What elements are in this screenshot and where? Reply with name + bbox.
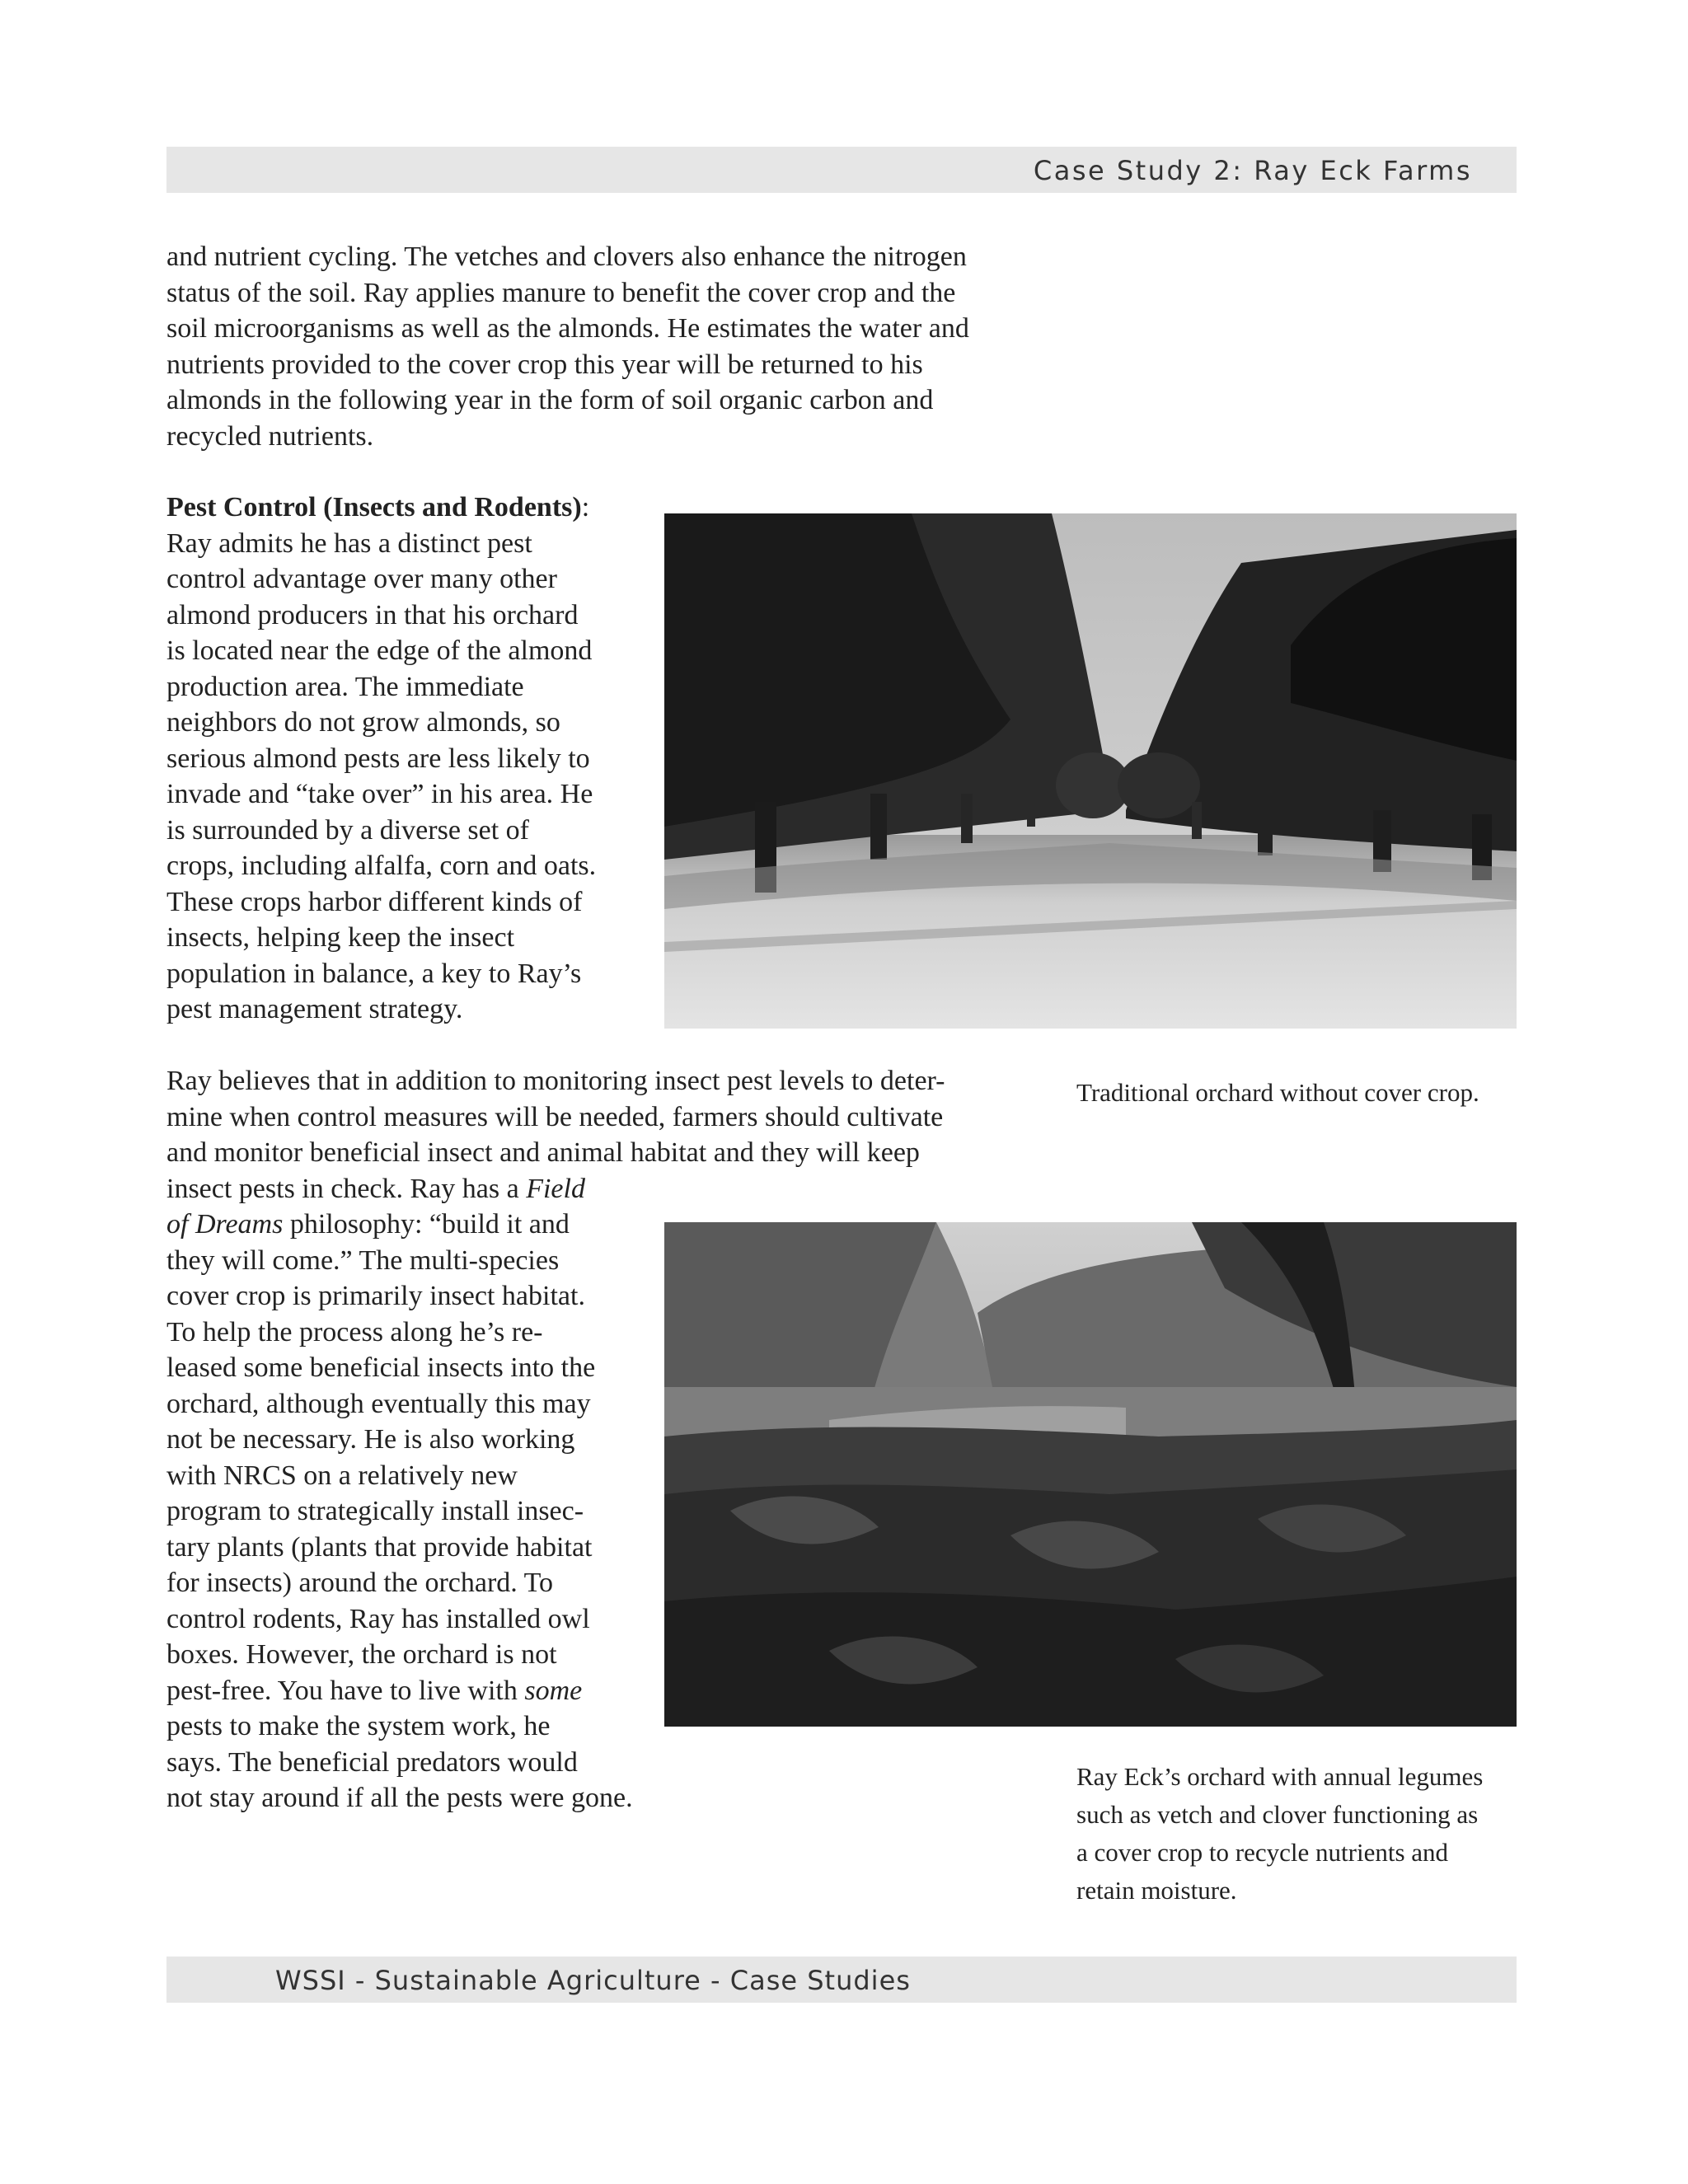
text-line: soil microorganisms as well as the almonds. He estimates the water and — [166, 313, 969, 344]
orchard-photo-graphic — [664, 513, 1517, 1029]
text-line: control rodents, Ray has installed owl — [166, 1603, 590, 1634]
text-line: mine when control measures will be needed, farmers should cultivate — [166, 1101, 944, 1132]
text-line: crops, including alfalfa, corn and oats. — [166, 851, 597, 881]
text-line: Ray believes that in addition to monitoring insect pest levels to deter- — [166, 1066, 945, 1096]
photo-traditional-orchard — [664, 513, 1517, 1029]
text-line: is located near the edge of the almond — [166, 635, 593, 666]
caption-line: Traditional orchard without cover crop. — [1076, 1078, 1479, 1107]
text-line: To help the process along he’s re- — [166, 1316, 543, 1347]
text-line: and nutrient cycling. The vetches and clovers also enhance the nitrogen — [166, 241, 967, 272]
photo-cover-crop-orchard — [664, 1222, 1517, 1727]
text-line: almond producers in that his orchard — [166, 599, 579, 630]
text-line: production area. The immediate — [166, 671, 524, 702]
text-line: tary plants (plants that provide habitat — [166, 1531, 593, 1563]
footer-text: WSSI - Sustainable Agriculture - Case Studies — [275, 1965, 911, 1996]
text-line: pests to make the system work, he — [166, 1711, 551, 1741]
text-line: for insects) around the orchard. To — [166, 1568, 554, 1598]
text-line: orchard, although eventually this may — [166, 1388, 591, 1419]
text-line: These crops harbor different kinds of — [166, 886, 583, 917]
text-run: insect pests in check. Ray has a — [166, 1173, 527, 1204]
text-line: neighbors do not grow almonds, so — [166, 707, 560, 738]
text-line: not stay around if all the pests were gone. — [166, 1783, 633, 1813]
text-line — [166, 1171, 945, 1207]
italic-text: some — [524, 1675, 583, 1706]
text-line: leased some beneficial insects into the — [166, 1352, 596, 1383]
text-line: says. The beneficial predators would — [166, 1746, 578, 1778]
text-line: and monitor beneficial insect and animal habitat and they will keep — [166, 1137, 920, 1168]
text-line: insects, helping keep the insect — [166, 922, 515, 953]
heading-colon: : — [581, 492, 590, 523]
text-line: with NRCS on a relatively new — [166, 1460, 518, 1491]
text-line: control advantage over many other — [166, 564, 557, 594]
text-run: pest-free. You have to live with — [166, 1675, 525, 1706]
text-line: boxes. However, the orchard is not — [166, 1639, 557, 1670]
text-line: is surrounded by a diverse set of — [166, 814, 530, 846]
caption-line: such as vetch and clover functioning as — [1076, 1800, 1479, 1829]
page-footer — [166, 1957, 1517, 2003]
italic-text: Field — [526, 1173, 585, 1204]
paragraph-nutrient-cycling — [166, 239, 969, 454]
text-line: pest management strategy. — [166, 994, 463, 1024]
italic-text: of Dreams — [166, 1209, 284, 1240]
text-line: population in balance, a key to Ray’s — [166, 958, 582, 989]
caption-traditional-orchard — [1076, 1074, 1479, 1112]
caption-line: Ray Eck’s orchard with annual legumes — [1076, 1762, 1484, 1791]
text-line: almonds in the following year in the form of soil organic carbon and — [166, 385, 934, 415]
text-line: nutrients provided to the cover crop this year will be returned to his — [166, 349, 923, 380]
page-header — [166, 147, 1517, 193]
text-line: cover crop is primarily insect habitat. — [166, 1281, 585, 1311]
text-run: philosophy: “build it and — [283, 1209, 570, 1240]
paragraph-pest-control — [166, 490, 596, 1028]
section-heading: Pest Control (Insects and Rodents) — [166, 492, 582, 523]
text-line: serious almond pests are less likely to — [166, 743, 590, 774]
text-line: invade and “take over” in his area. He — [166, 779, 593, 809]
text-line: they will come.” The multi-species — [166, 1244, 560, 1276]
section-heading-line — [166, 490, 596, 526]
text-line: Ray admits he has a distinct pest — [166, 527, 532, 559]
caption-line: retain moisture. — [1076, 1876, 1237, 1905]
caption-cover-crop-orchard — [1076, 1758, 1483, 1910]
text-line: recycled nutrients. — [166, 420, 374, 452]
text-line: not be necessary. He is also working — [166, 1424, 575, 1455]
text-line: program to strategically install insec- — [166, 1496, 584, 1526]
header-title: Case Study 2: Ray Eck Farms — [1033, 155, 1472, 186]
cover-crop-photo-graphic — [664, 1222, 1517, 1727]
text-line: status of the soil. Ray applies manure to benefit the cover crop and the — [166, 277, 956, 308]
caption-line: a cover crop to recycle nutrients and — [1076, 1838, 1449, 1867]
